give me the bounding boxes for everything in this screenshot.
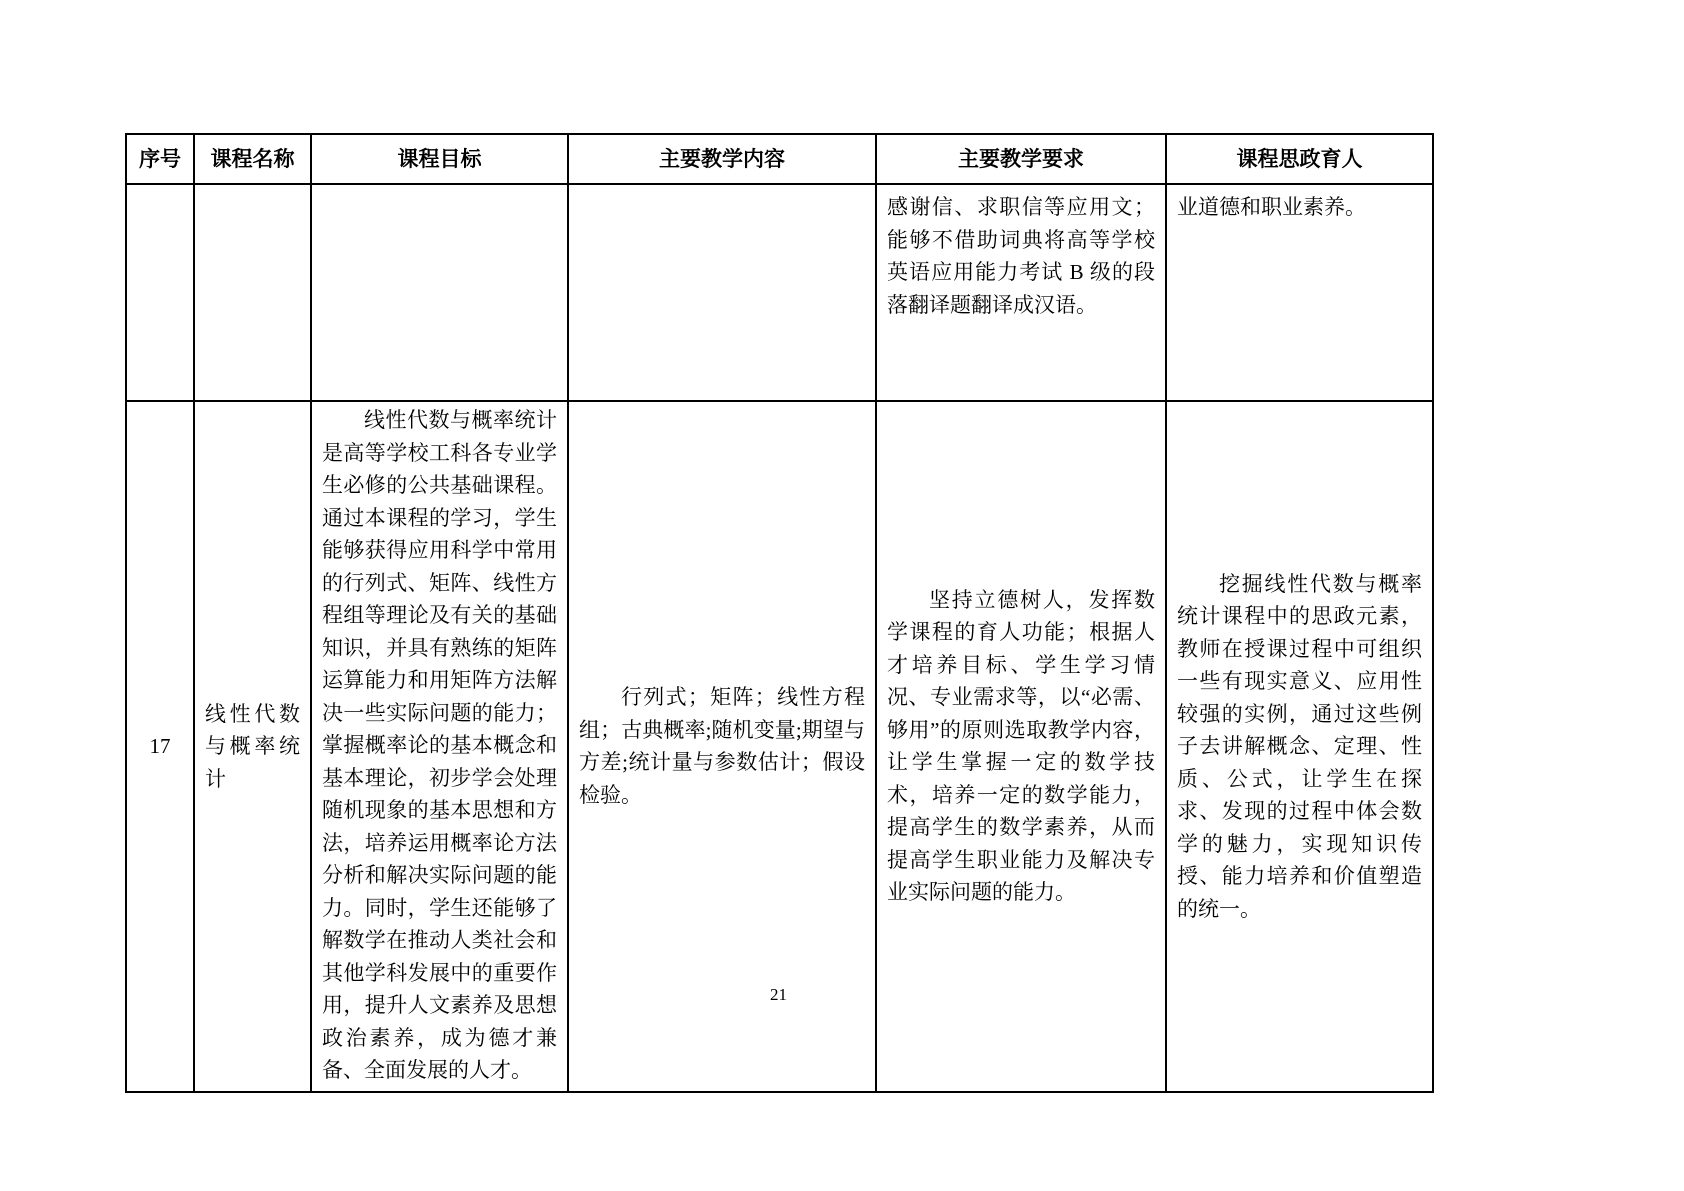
cell-text: 挖掘线性代数与概率统计课程中的思政元素，教师在授课过程中可组织一些有现实意义、应用性较强的实例，通过这些例子去讲解概念、定理、性质、公式，让学生在探求、发现的过程中体会数学的魅力，实现知识传授、能力培养和价值塑造的统一。 — [1177, 571, 1422, 921]
cell-text: 业道德和职业素养。 — [1177, 195, 1366, 219]
table-header-row — [126, 134, 1433, 184]
cell-text: 感谢信、求职信等应用文；能够不借助词典将高等学校英语应用能力考试 B 级的段落翻译题翻译成汉语。 — [887, 195, 1155, 317]
table-row-continuation — [126, 184, 1433, 401]
header-objective: 课程目标 — [311, 134, 568, 184]
cell-teaching-requirement — [876, 184, 1166, 401]
header-seq: 序号 — [126, 134, 194, 184]
cell-course-name — [194, 184, 311, 401]
cell-text: 行列式；矩阵；线性方程组；古典概率;随机变量;期望与方差;统计量与参数估计；假设检验。 — [579, 685, 865, 807]
header-teaching-requirement: 主要教学要求 — [876, 134, 1166, 184]
header-course-name: 课程名称 — [194, 134, 311, 184]
cell-text: 坚持立德树人，发挥数学课程的育人功能；根据人才培养目标、学生学习情况、专业需求等，以“必需、够用”的原则选取教学内容，让学生掌握一定的数学技术，培养一定的数学能力，提高学生的数学素养，从而提高学生职业能力及解决专业实际问题的能力。 — [887, 587, 1155, 905]
cell-text: 17 — [149, 734, 171, 758]
page-number: 21 — [770, 985, 787, 1004]
cell-text: 线性代数与概率统计是高等学校工科各专业学生必修的公共基础课程。通过本课程的学习，学生能够获得应用科学中常用的行列式、矩阵、线性方程组等理论及有关的基础知识，并具有熟练的矩阵运算能力和用矩阵方法解决一些实际问题的能力；掌握概率论的基本概念和基本理论，初步学会处理随机现象的基本思想和方法，培养运用概率论方法分析和解决实际问题的能力。同时，学生还能够了解数学在推动人类社会和其他学科发展中的重要作用，提升人文素养及思想政治素养，成为德才兼备、全面发展的人才。 — [322, 408, 557, 1082]
header-teaching-content: 主要教学内容 — [568, 134, 876, 184]
cell-seq — [126, 184, 194, 401]
cell-ideology — [1166, 184, 1433, 401]
cell-teaching-content — [568, 184, 876, 401]
cell-objective — [311, 184, 568, 401]
course-syllabus-table — [125, 133, 1434, 1093]
header-ideology: 课程思政育人 — [1166, 134, 1433, 184]
cell-text: 线性代数与概率统计 — [205, 701, 300, 791]
